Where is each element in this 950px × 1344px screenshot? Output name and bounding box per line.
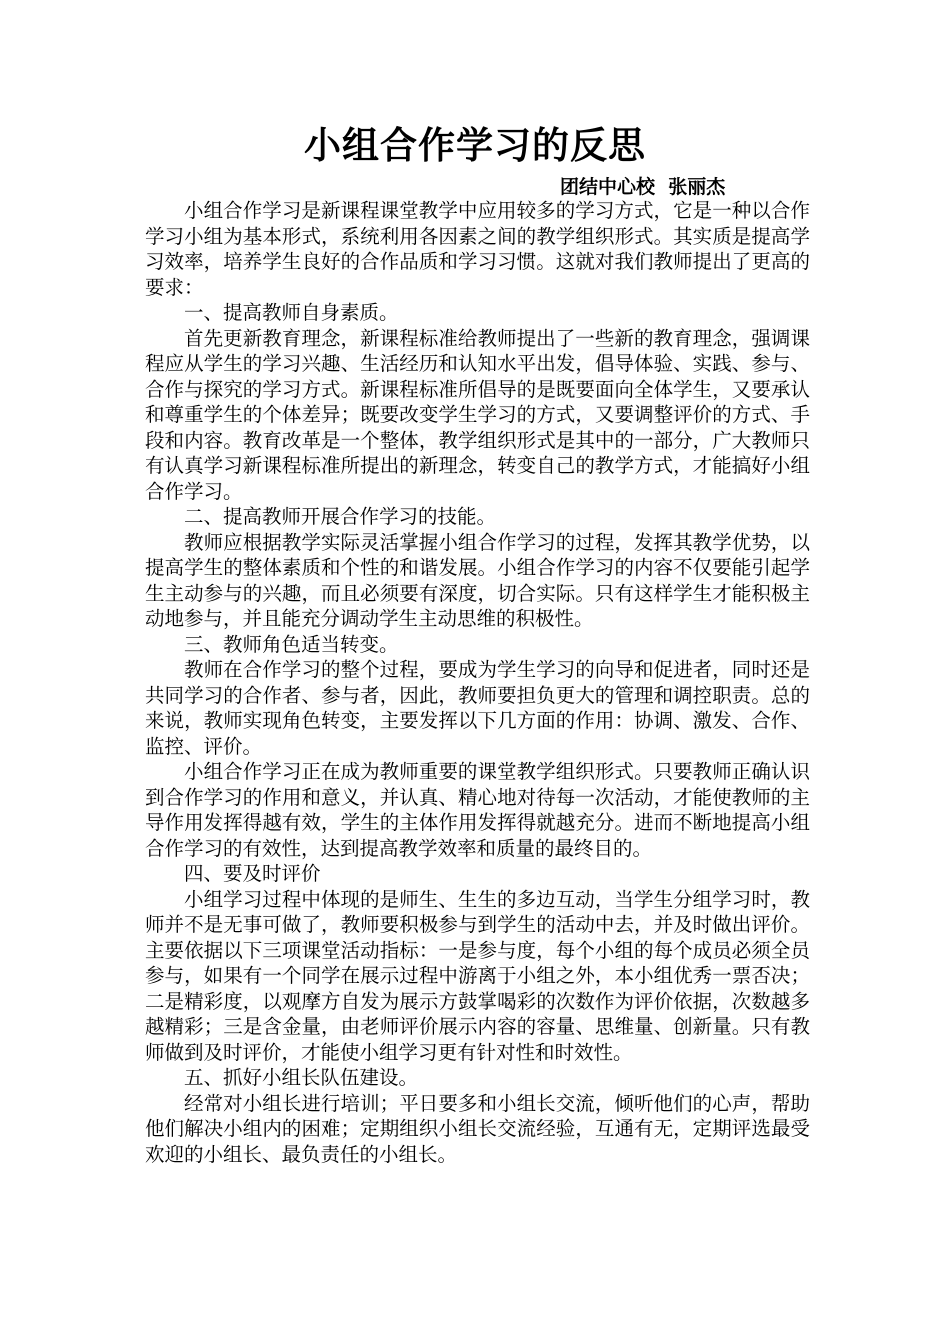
paragraph-section-5: 经常对小组长进行培训；平日要多和小组长交流，倾听他们的心声，帮助他们解决小组内的困难；定期组织小组长交流经验，互通有无，定期评选最受欢迎的小组长、最负责任的小组长。 [145, 1091, 810, 1166]
paragraph-intro: 小组合作学习是新课程课堂教学中应用较多的学习方式，它是一种以合作学习小组为基本形式，系统利用各因素之间的教学组织形式。其实质是提高学习效率，培养学生良好的合作品质和学习习惯。这就对我们教师提出了更高的要求： [145, 199, 810, 299]
paragraph-section-3: 教师在合作学习的整个过程，要成为学生学习的向导和促进者，同时还是共同学习的合作者、参与者，因此，教师要担负更大的管理和调控职责。总的来说，教师实现角色转变，主要发挥以下几方面的作用：协调、激发、合作、监控、评价。 [145, 658, 810, 758]
document-title: 小组合作学习的反思 [304, 124, 646, 167]
section-heading-3: 三、教师角色适当转变。 [184, 632, 399, 656]
document-author: 团结中心校 张丽杰 [560, 176, 726, 198]
section-heading-4: 四、要及时评价 [184, 862, 321, 885]
section-heading-5: 五、抓好小组长队伍建设。 [184, 1066, 419, 1089]
paragraph-section-2: 教师应根据教学实际灵活掌握小组合作学习的过程，发挥其教学优势，以提高学生的整体素质和个性的和谐发展。小组合作学习的内容不仅要能引起学生主动参与的兴趣，而且必须要有深度，切合实际。只有这样学生才能积极主动地参与，并且能充分调动学生主动思维的积极性。 [145, 530, 810, 630]
section-heading-2: 二、提高教师开展合作学习的技能。 [184, 505, 497, 528]
paragraph-section-3b: 小组合作学习正在成为教师重要的课堂教学组织形式。只要教师正确认识到合作学习的作用和意义，并认真、精心地对待每一次活动，才能使教师的主导作用发挥得越有效，学生的主体作用发挥得就越充分。进而不断地提高小组合作学习的有效性，达到提高教学效率和质量的最终目的。 [145, 760, 810, 860]
section-heading-1: 一、提高教师自身素质。 [184, 301, 399, 324]
paragraph-section-1: 首先更新教育理念，新课程标准给教师提出了一些新的教育理念，强调课程应从学生的学习兴趣、生活经历和认知水平出发，倡导体验、实践、参与、合作与探究的学习方式。新课程标准所倡导的是既要面向全体学生，又要承认和尊重学生的个体差异；既要改变学生学习的方式，又要调整评价的方式、手段和内容。教育改革是一个整体，教学组织形式是其中的一部分，广大教师只有认真学习新课程标准所提出的新理念，转变自己的教学方式，才能搞好小组合作学习。 [145, 326, 810, 503]
paragraph-section-4: 小组学习过程中体现的是师生、生生的多边互动，当学生分组学习时，教师并不是无事可做了，教师要积极参与到学生的活动中去，并及时做出评价。主要依据以下三项课堂活动指标：一是参与度，每个小组的每个成员必须全员参与，如果有一个同学在展示过程中游离于小组之外，本小组优秀一票否决；二是精彩度，以观摩方自发为展示方鼓掌喝彩的次数作为评价依据，次数越多越精彩；三是含金量，由老师评价展示内容的容量、思维量、创新量。只有教师做到及时评价，才能使小组学习更有针对性和时效性。 [145, 887, 810, 1064]
document-body [145, 198, 810, 1167]
